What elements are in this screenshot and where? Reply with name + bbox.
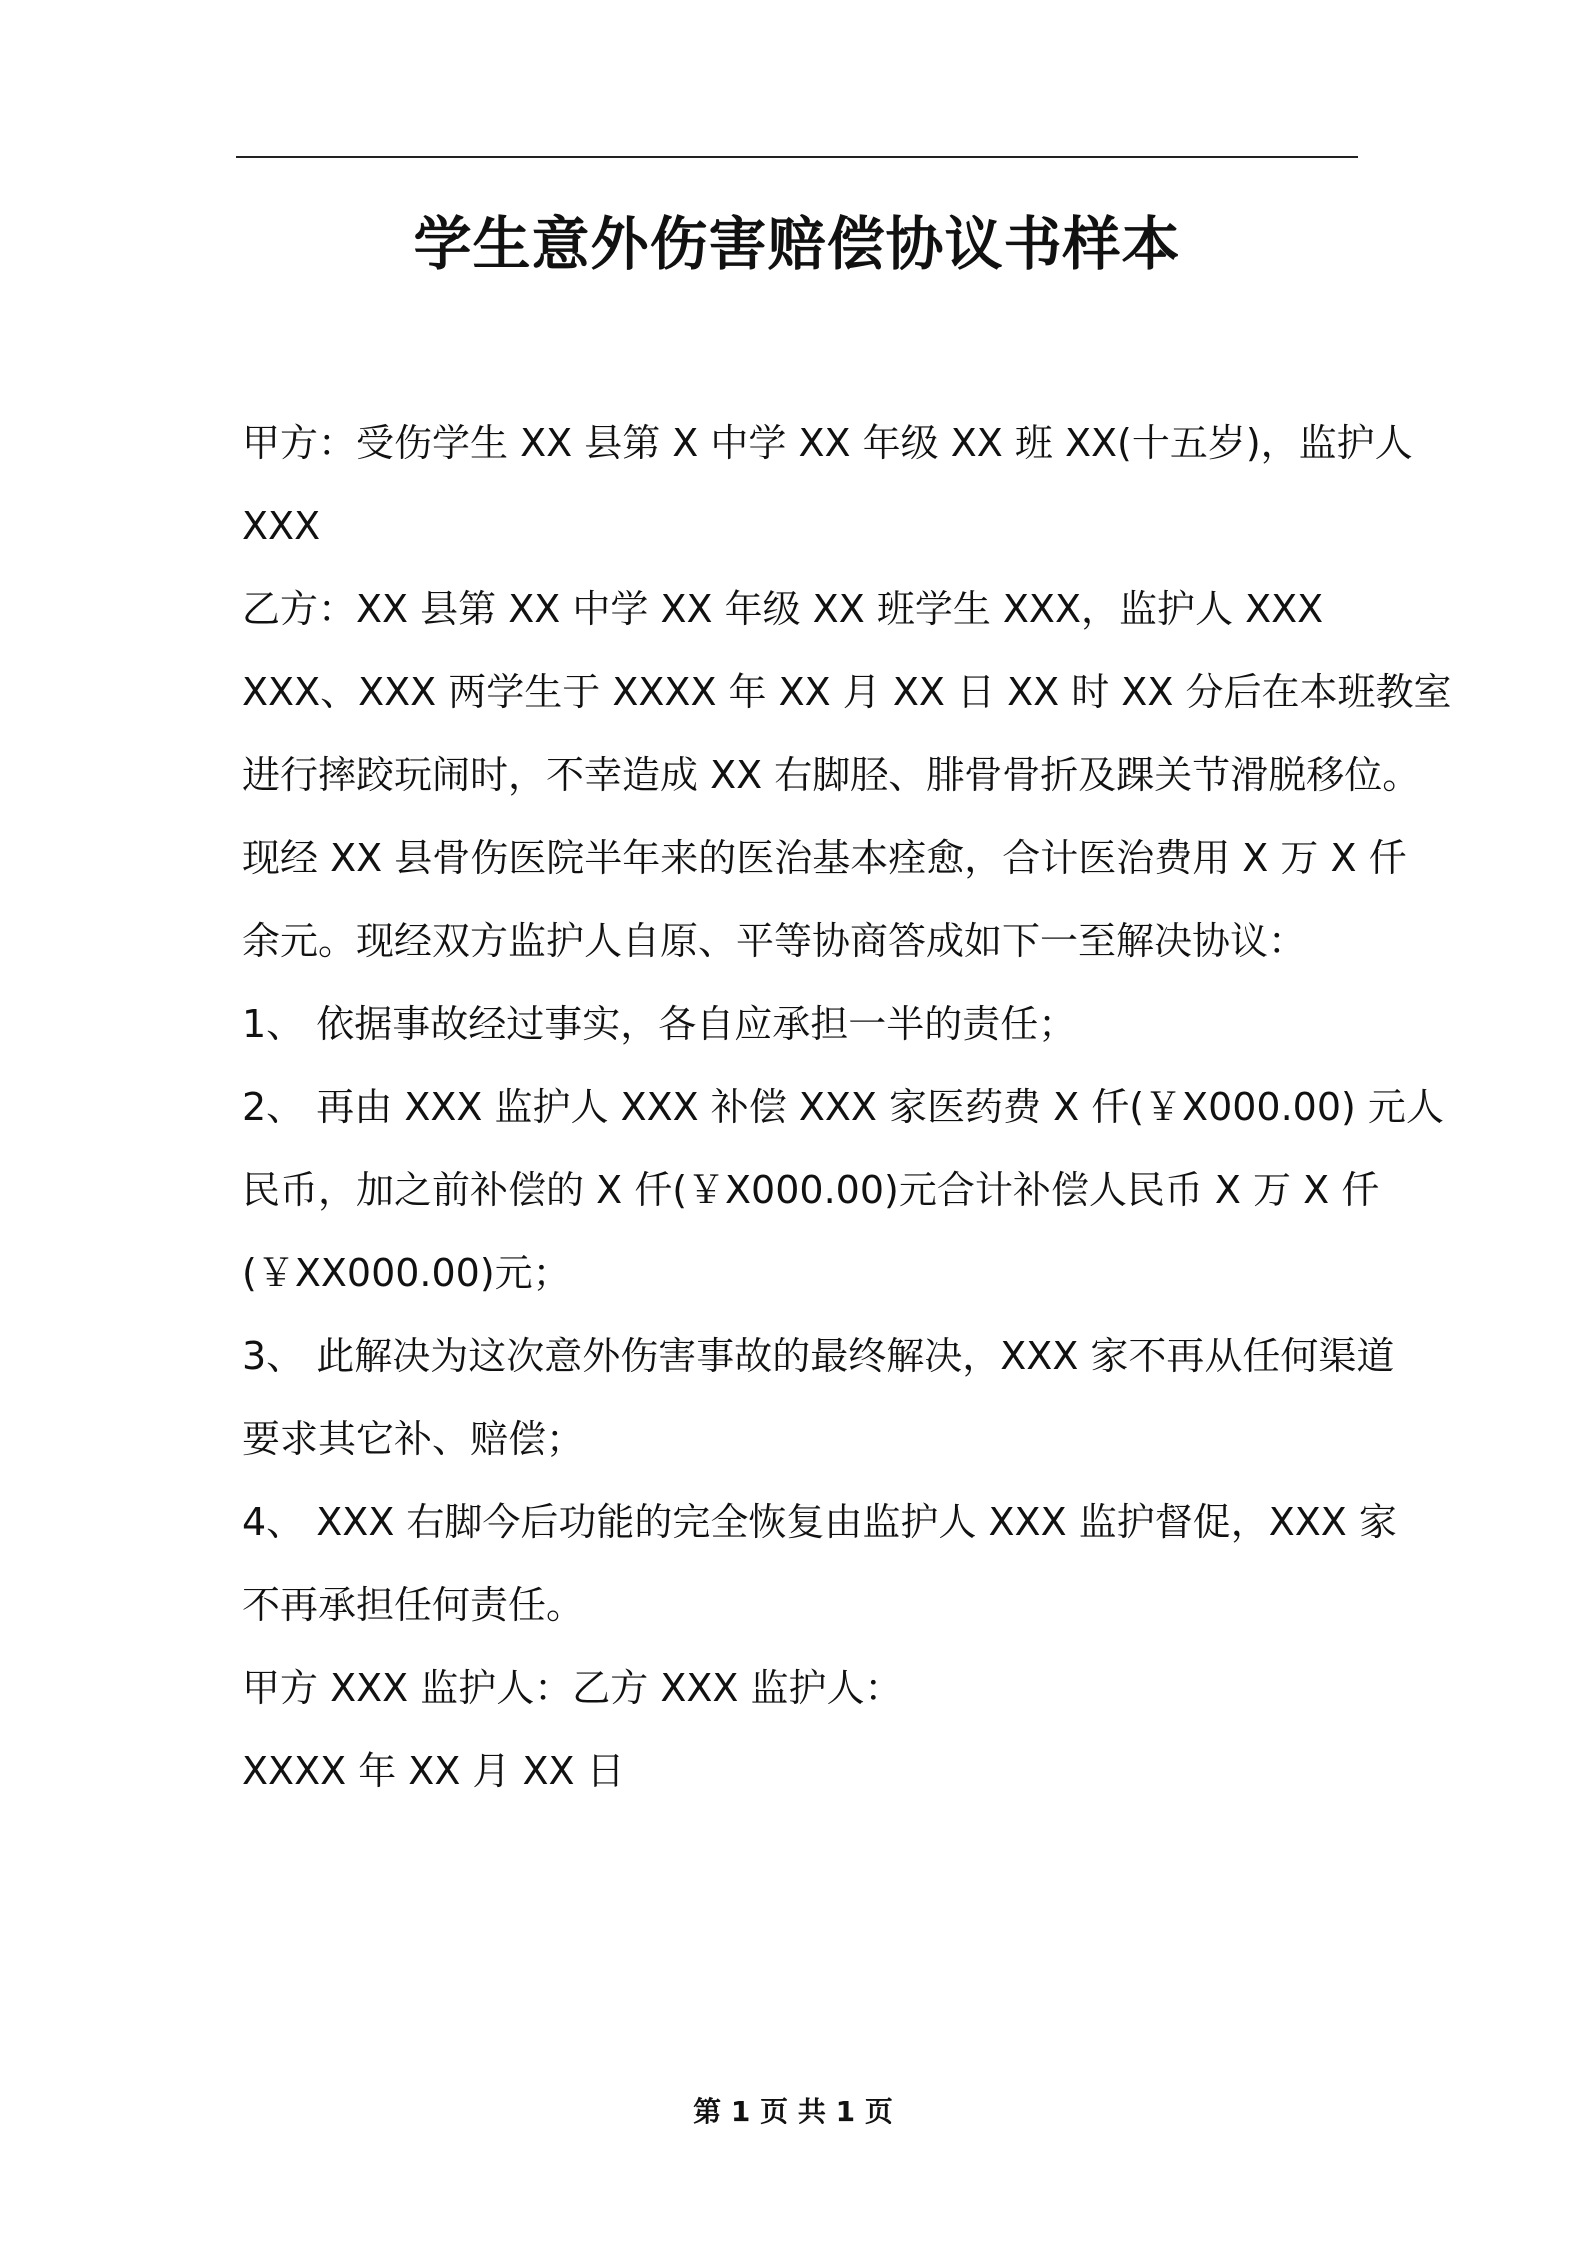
body-line: 民币，加之前补偿的 X 仟(￥X000.00)元合计补偿人民币 X 万 X 仟 <box>242 1168 1380 1212</box>
body-line: 乙方：XX 县第 XX 中学 XX 年级 XX 班学生 XXX，监护人 XXX <box>242 587 1324 631</box>
body-line: 余元。现经双方监护人自原、平等协商答成如下一至解决协议： <box>242 919 1307 963</box>
body-line: 要求其它补、赔偿； <box>242 1417 585 1461</box>
body-line: 4、 XXX 右脚今后功能的完全恢复由监护人 XXX 监护督促，XXX 家 <box>242 1500 1397 1544</box>
page-footer: 第 1 页 共 1 页 <box>693 2095 893 2128</box>
body-line: 现经 XX 县骨伤医院半年来的医治基本痊愈，合计医治费用 X 万 X 仟 <box>242 836 1407 880</box>
document-title: 学生意外伤害赔偿协议书样本 <box>413 210 1181 278</box>
body-line: XXX <box>242 504 321 548</box>
body-line: 3、 此解决为这次意外伤害事故的最终解决，XXX 家不再从任何渠道 <box>242 1334 1395 1378</box>
body-line: 不再承担任何责任。 <box>242 1583 585 1627</box>
body-line: 进行摔跤玩闹时，不幸造成 XX 右脚胫、腓骨骨折及踝关节滑脱移位。 <box>242 753 1421 797</box>
body-line: 甲方 XXX 监护人：乙方 XXX 监护人： <box>242 1666 903 1710</box>
body-line: 1、 依据事故经过事实，各自应承担一半的责任； <box>242 1002 1077 1046</box>
body-line: (￥XX000.00)元； <box>242 1251 571 1295</box>
body-line: 2、 再由 XXX 监护人 XXX 补偿 XXX 家医药费 X 仟(￥X000.00) 元人 <box>242 1085 1444 1129</box>
body-line: XXX、XXX 两学生于 XXXX 年 XX 月 XX 日 XX 时 XX 分后在本班教室 <box>242 670 1452 714</box>
body-line: 甲方：受伤学生 XX 县第 X 中学 XX 年级 XX 班 XX(十五岁)，监护人 <box>242 421 1413 465</box>
header-rule <box>236 156 1358 158</box>
body-line: XXXX 年 XX 月 XX 日 <box>242 1749 625 1793</box>
document-body <box>242 402 1452 1813</box>
